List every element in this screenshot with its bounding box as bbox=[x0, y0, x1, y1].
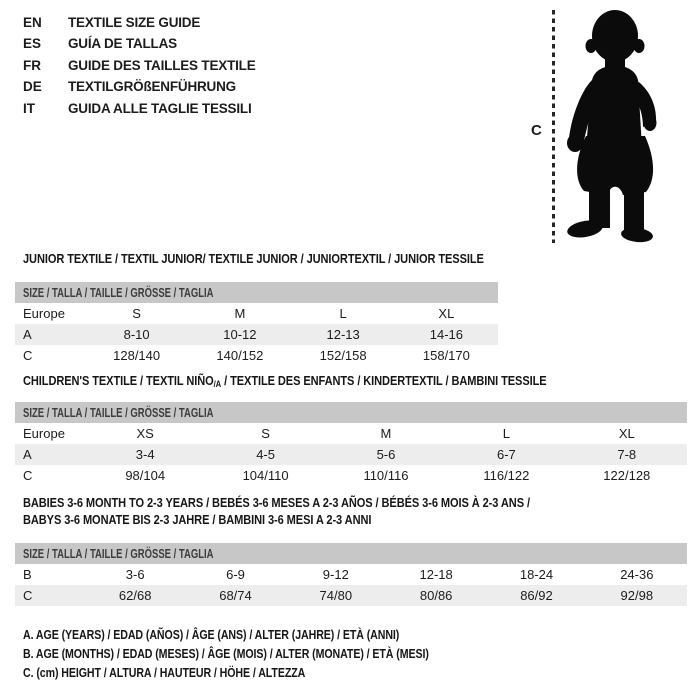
legend-line-b: B. AGE (MONTHS) / EDAD (MESES) / ÂGE (MOIS) / ALTER (MONATE) / ETÀ (MESI) bbox=[23, 647, 429, 661]
cell: 80/86 bbox=[386, 585, 486, 606]
cell: 152/158 bbox=[319, 348, 367, 363]
children-title-subscript: /A bbox=[213, 379, 222, 389]
cell: 128/140 bbox=[113, 348, 161, 363]
row-label: C bbox=[23, 348, 33, 363]
language-label: GUÍA DE TALLAS bbox=[68, 36, 177, 52]
size-header-row bbox=[15, 402, 687, 423]
size-header-label: SIZE / TALLA / TAILLE / GRÖSSE / TAGLIA bbox=[23, 405, 214, 420]
cell: 24-36 bbox=[620, 567, 654, 582]
cell: XL bbox=[438, 306, 455, 321]
cell: 7-8 bbox=[567, 444, 687, 465]
cell: L bbox=[502, 426, 510, 441]
babies-size-table bbox=[15, 543, 687, 606]
cell: S bbox=[132, 306, 141, 321]
cell: 68/74 bbox=[185, 585, 285, 606]
cell: XS bbox=[136, 426, 154, 441]
cell: 140/152 bbox=[216, 348, 264, 363]
toddler-silhouette-shape bbox=[566, 10, 657, 244]
cell: XL bbox=[618, 426, 635, 441]
cell: 4-5 bbox=[205, 444, 325, 465]
children-title-main: CHILDREN'S TEXTILE / TEXTIL NIÑO bbox=[23, 373, 214, 388]
row-label: C bbox=[15, 585, 85, 606]
cell: 104/110 bbox=[242, 468, 289, 483]
children-size-table bbox=[15, 402, 687, 486]
table-row bbox=[15, 585, 687, 606]
language-code: DE bbox=[23, 79, 42, 95]
language-row bbox=[23, 98, 256, 119]
language-row bbox=[23, 55, 256, 76]
table-row bbox=[15, 423, 687, 444]
language-code: ES bbox=[23, 36, 42, 52]
row-label: C bbox=[23, 468, 33, 483]
cell: 18-24 bbox=[519, 567, 554, 582]
table-row bbox=[15, 465, 687, 486]
table-row bbox=[15, 564, 687, 585]
cell: 14-16 bbox=[395, 324, 498, 345]
height-measure-dashed-line bbox=[552, 10, 555, 243]
language-code: IT bbox=[23, 100, 35, 116]
table-row bbox=[15, 324, 498, 345]
cell: 3-4 bbox=[85, 444, 205, 465]
language-label: GUIDA ALLE TAGLIE TESSILI bbox=[68, 100, 252, 116]
cell: 92/98 bbox=[587, 585, 687, 606]
row-label: Europe bbox=[23, 426, 65, 441]
cell: 10-12 bbox=[188, 324, 291, 345]
size-header-label: SIZE / TALLA / TAILLE / GRÖSSE / TAGLIA bbox=[23, 285, 214, 300]
language-row bbox=[23, 33, 256, 54]
cell: 5-6 bbox=[326, 444, 446, 465]
cell: 98/104 bbox=[125, 468, 166, 483]
row-label: Europe bbox=[23, 306, 65, 321]
size-header-row bbox=[15, 282, 498, 303]
size-header-label: SIZE / TALLA / TAILLE / GRÖSSE / TAGLIA bbox=[23, 546, 214, 561]
cell: 8-10 bbox=[85, 324, 188, 345]
size-header-row bbox=[15, 543, 687, 564]
table-row bbox=[15, 345, 498, 366]
cell: 6-7 bbox=[446, 444, 566, 465]
language-label: TEXTILGRÖßENFÜHRUNG bbox=[68, 79, 236, 95]
cell: 86/92 bbox=[486, 585, 586, 606]
cell: 74/80 bbox=[286, 585, 386, 606]
cell: 116/122 bbox=[483, 468, 530, 483]
language-code: FR bbox=[23, 57, 41, 73]
cell: M bbox=[234, 306, 246, 321]
cell: M bbox=[380, 426, 392, 441]
legend bbox=[23, 626, 500, 683]
language-code: EN bbox=[23, 15, 42, 30]
cell: 110/116 bbox=[363, 468, 409, 483]
language-row bbox=[23, 12, 256, 33]
cell: 3-6 bbox=[125, 567, 145, 582]
babies-title-line1: BABIES 3-6 MONTH TO 2-3 YEARS / BEBÉS 3-6 MESES A 2-3 AÑOS / BÉBÉS 3-6 MOIS À 2-3 ANS / bbox=[23, 495, 530, 510]
row-label: A bbox=[15, 444, 85, 465]
junior-size-table bbox=[15, 282, 498, 366]
cell: 12-18 bbox=[419, 567, 453, 582]
cell: 62/68 bbox=[85, 585, 185, 606]
babies-title-line2: BABYS 3-6 MONATE BIS 2-3 JAHRE / BAMBINI 3-6 MESI A 2-3 ANNI bbox=[23, 512, 372, 528]
children-section-title bbox=[23, 373, 547, 389]
junior-section-title: JUNIOR TEXTILE / TEXTIL JUNIOR/ TEXTILE JUNIOR / JUNIORTEXTIL / JUNIOR TESSILE bbox=[23, 251, 484, 266]
legend-line-c: C. (cm) HEIGHT / ALTURA / HAUTEUR / HÖHE / ALTEZZA bbox=[23, 666, 306, 680]
cell: 158/170 bbox=[422, 348, 470, 363]
language-row bbox=[23, 76, 256, 97]
children-title-rest: / TEXTILE DES ENFANTS / KINDERTEXTIL / BAMBINI TESSILE bbox=[221, 373, 547, 388]
language-label: GUIDE DES TAILLES TEXTILE bbox=[68, 57, 256, 73]
legend-line-a: A. AGE (YEARS) / EDAD (AÑOS) / ÂGE (ANS) / ALTER (JAHRE) / ETÀ (ANNI) bbox=[23, 628, 400, 642]
table-row bbox=[15, 444, 687, 465]
language-list bbox=[23, 12, 256, 119]
table-row bbox=[15, 303, 498, 324]
cell: L bbox=[339, 306, 347, 321]
row-label: A bbox=[15, 324, 85, 345]
cell: 6-9 bbox=[226, 567, 245, 582]
cell: 12-13 bbox=[292, 324, 395, 345]
cell: 122/128 bbox=[603, 468, 651, 483]
language-label: TEXTILE SIZE GUIDE bbox=[68, 15, 201, 30]
babies-section-title bbox=[23, 494, 530, 529]
toddler-silhouette-icon bbox=[562, 8, 664, 244]
row-label: B bbox=[23, 567, 32, 582]
cell: 9-12 bbox=[322, 567, 349, 582]
cell: S bbox=[261, 426, 270, 441]
height-measure-label: C bbox=[531, 122, 542, 139]
